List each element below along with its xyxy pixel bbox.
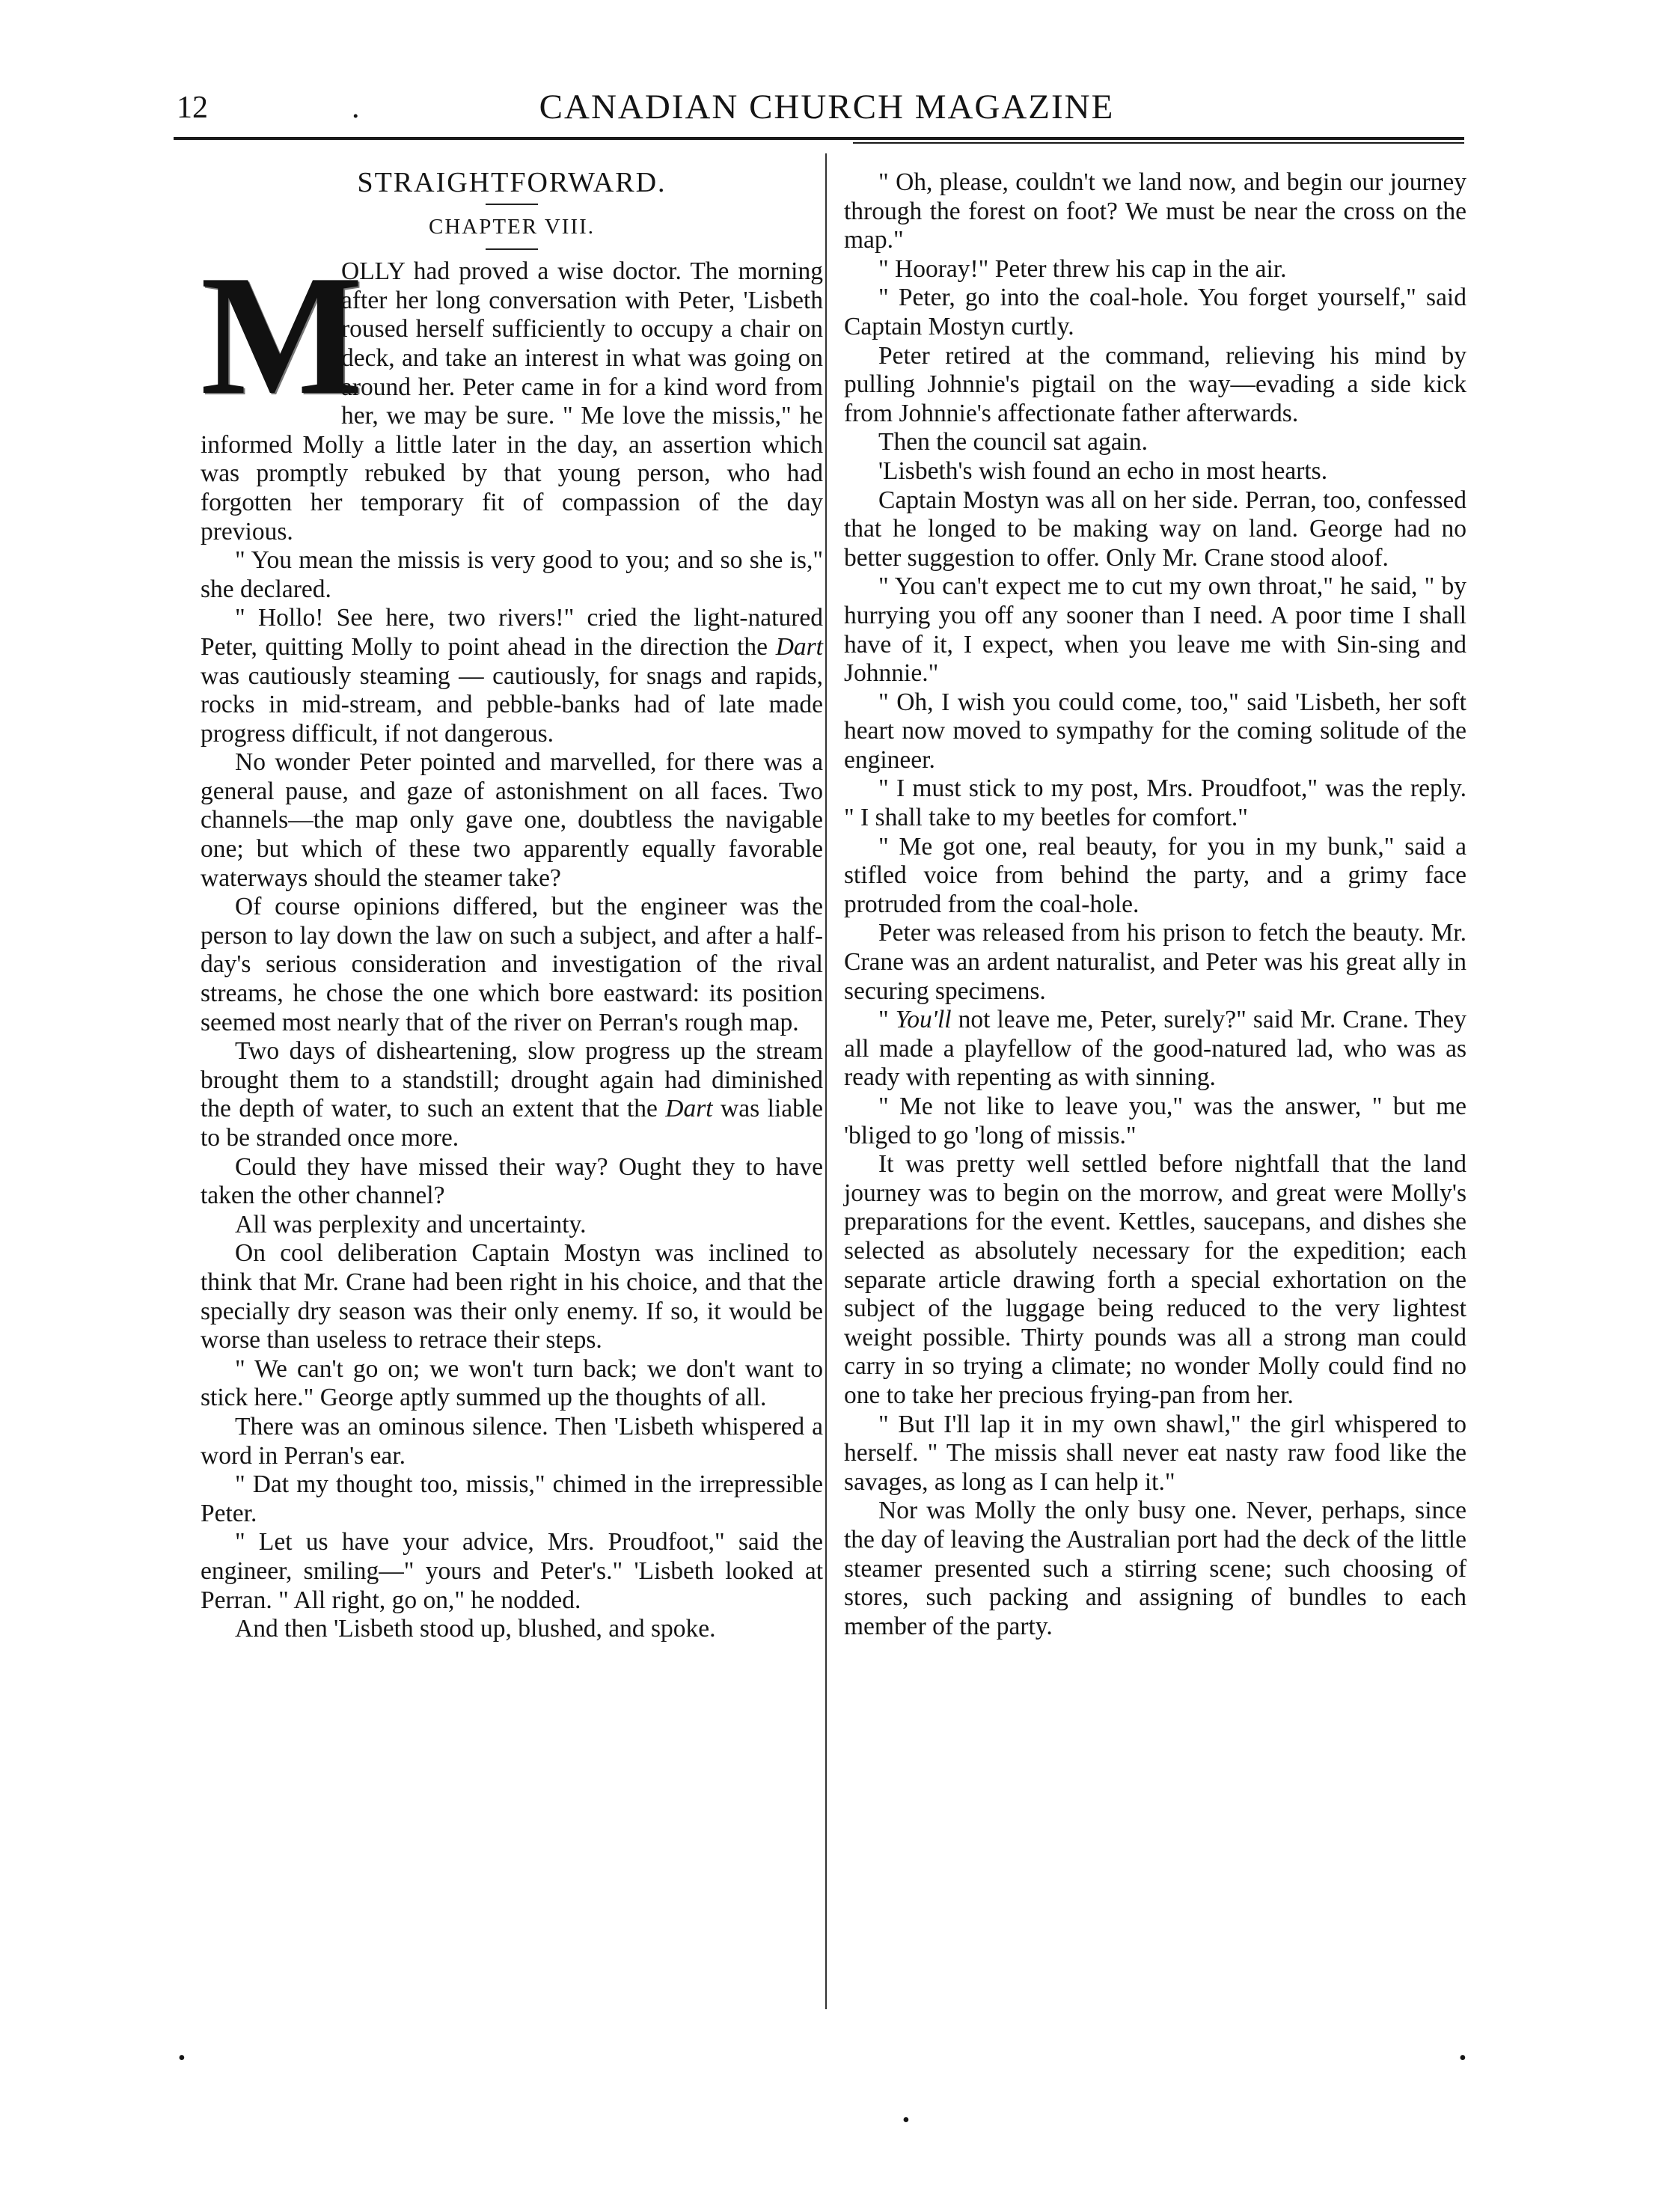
drop-cap: M [201, 239, 364, 431]
paragraph: All was perplexity and uncertainty. [235, 1210, 587, 1238]
paragraph: Captain Mostyn was all on her side. Perran, too, confessed that he longed to be making way on land. George had no better suggestion to offer. Only Mr. Crane stood aloof. [844, 486, 1466, 572]
paragraph [201, 239, 823, 546]
paragraph: There was an ominous silence. Then 'Lisbeth whispered a word in Perran's ear. [201, 1412, 823, 1470]
paragraph: No wonder Peter pointed and marvelled, for there was a general pause, and gaze of astonishment on all faces. Two channels—the map only gave one, doubtless the navigable one; but which of these two apparently equally favorable waterways should the steamer take? [201, 748, 823, 892]
paragraph-text: Two days of disheartening, slow progress up the stream brought them to a standstill; drought again had diminished the depth of water, to such an extent that the [201, 1037, 823, 1123]
paragraph: " Me got one, real beauty, for you in my bunk," said a stifled voice from behind the party, and a grimy face protruded from the coal-hole. [844, 832, 1466, 918]
paragraph: " I must stick to my post, Mrs. Proudfoot," was the reply. " I shall take to my beetles for comfort." [844, 774, 1466, 832]
paragraph: And then 'Lisbeth stood up, blushed, and spoke. [235, 1615, 716, 1643]
paragraph: " You mean the missis is very good to you; and so she is," she declared. [201, 546, 823, 603]
paragraph: " You can't expect me to cut my own throat," he said, " by hurrying you off any sooner than I need. A poor time I shall have of it, I expect, when you leave me with Sin-sing and Johnnie." [844, 572, 1466, 688]
paragraph: 'Lisbeth's wish found an echo in most hearts. [878, 456, 1328, 485]
footer-mark-center: • [902, 2109, 910, 2132]
paragraph: Peter retired at the command, relieving his mind by pulling Johnnie's pigtail on the way—evading a side kick from Johnnie's affectionate father afterwards. [844, 341, 1466, 427]
paragraph: On cool deliberation Captain Mostyn was inclined to think that Mr. Crane had been right in his choice, and that the specially dry season was their only enemy. If so, it would be worse than useless to retrace their steps. [201, 1239, 823, 1354]
footer-mark-right: • [1459, 2047, 1466, 2070]
paragraph: " Oh, I wish you could come, too," said 'Lisbeth, her soft heart now moved to sympathy for the coming solitude of the engineer. [844, 688, 1466, 774]
paragraph: " Hooray!" Peter threw his cap in the air. [878, 254, 1287, 283]
paragraph-text: was liable to be stranded once more. [201, 1095, 824, 1152]
header-rule-secondary [853, 142, 1464, 144]
header-rule [174, 137, 1464, 140]
emphasis: You'll [895, 1006, 952, 1034]
paragraph: Of course opinions differed, but the engineer was the person to lay down the law on such a subject, and after a half-day's serious consideration and investigation of the rival streams, he chose the one which bore eastward: its position seemed most nearly that of the river on Perran's rough map. [201, 893, 823, 1036]
paragraph-text: not leave me, Peter, surely?" said Mr. Crane. They all made a playfellow of the good-natured lad, who was as ready with repenting as with sinning. [844, 1006, 1466, 1092]
title-rule [486, 204, 538, 205]
paragraph: It was pretty well settled before nightfall that the land journey was to begin on the morrow, and great were Molly's preparations for the event. Kettles, saucepans, and dishes she selected as absolutely necessary for the expedition; each separate article drawing forth a special exhortation on the subject of the luggage being reduced to the very lightest weight possible. Thirty pounds was all a strong man could carry in so trying a climate; no wonder Molly could find no one to take her precious frying-pan from her. [844, 1150, 1466, 1409]
paragraph-text: OLLY had proved a wise doctor. The morning after her long conversation with Peter, 'Lisbeth roused herself sufficiently to occupy a chair on deck, and take an interest in what was going on around her. Peter came in for a kind word from her, we may be sure. " Me love the missis," he informed Molly a little later in the day, an assertion which was promptly rebuked by that young person, who had forgotten her temporary fit of compassion of the day previous. [201, 257, 823, 546]
paragraph: " Let us have your advice, Mrs. Proudfoot," said the engineer, smiling—" yours and Peter's." 'Lisbeth looked at Perran. " All right, go on," he nodded. [201, 1528, 823, 1614]
story-title: STRAIGHTFORWARD. [357, 167, 667, 198]
paragraph: Then the council sat again. [878, 428, 1148, 456]
paragraph: Peter was released from his prison to fetch the beauty. Mr. Crane was an ardent naturalist, and Peter was his great ally in securing specimens. [844, 919, 1466, 1005]
paragraph: " Peter, go into the coal-hole. You forget yourself," said Captain Mostyn curtly. [844, 284, 1466, 340]
paragraph: " Dat my thought too, missis," chimed in the irrepressible Peter. [201, 1470, 823, 1527]
paragraph-text: " Hollo! See here, two rivers!" cried the light-natured Peter, quitting Molly to point ahead in the direction the [201, 604, 823, 661]
paragraph: " But I'll lap it in my own shawl," the girl whispered to herself. " The missis shall never eat nasty raw food like the savages, as long as I can help it." [844, 1410, 1466, 1496]
paragraph: Could they have missed their way? Ought they to have taken the other channel? [201, 1152, 823, 1210]
paragraph: Nor was Molly the only busy one. Never, perhaps, since the day of leaving the Australian port had the deck of the little steamer presented such a stirring scene; such choosing of stores, such packing and assigning of bundles to each member of the party. [844, 1497, 1466, 1640]
paragraph-text: was cautiously steaming — cautiously, for snags and rapids, rocks in mid-stream, and pebble-banks had of late made progress difficult, if not dangerous. [201, 662, 823, 748]
ship-name: Dart [775, 632, 823, 661]
chapter-rule [486, 248, 538, 250]
right-column [844, 168, 1466, 1641]
paragraph: " We can't go on; we won't turn back; we don't want to stick here." George aptly summed up the thoughts of all. [201, 1354, 823, 1412]
paragraph: " Oh, please, couldn't we land now, and begin our journey through the forest on foot? We must be near the cross on the map." [844, 168, 1466, 254]
paragraph-text: " [878, 1006, 896, 1034]
left-column [201, 168, 823, 1644]
chapter-heading: CHAPTER VIII. [428, 214, 596, 239]
footer-mark-left: • [178, 2047, 186, 2070]
paragraph: " Me not like to leave you," was the answer, " but me 'bliged to go 'long of missis." [844, 1093, 1466, 1149]
ship-name: Dart [665, 1095, 713, 1123]
column-divider [825, 153, 827, 2009]
running-head: CANADIAN CHURCH MAGAZINE [539, 88, 1115, 126]
paragraph [201, 1037, 823, 1152]
header-separator: . [352, 91, 360, 125]
paragraph [844, 1006, 1466, 1093]
page-number: 12 [177, 91, 208, 125]
paragraph [201, 604, 823, 748]
